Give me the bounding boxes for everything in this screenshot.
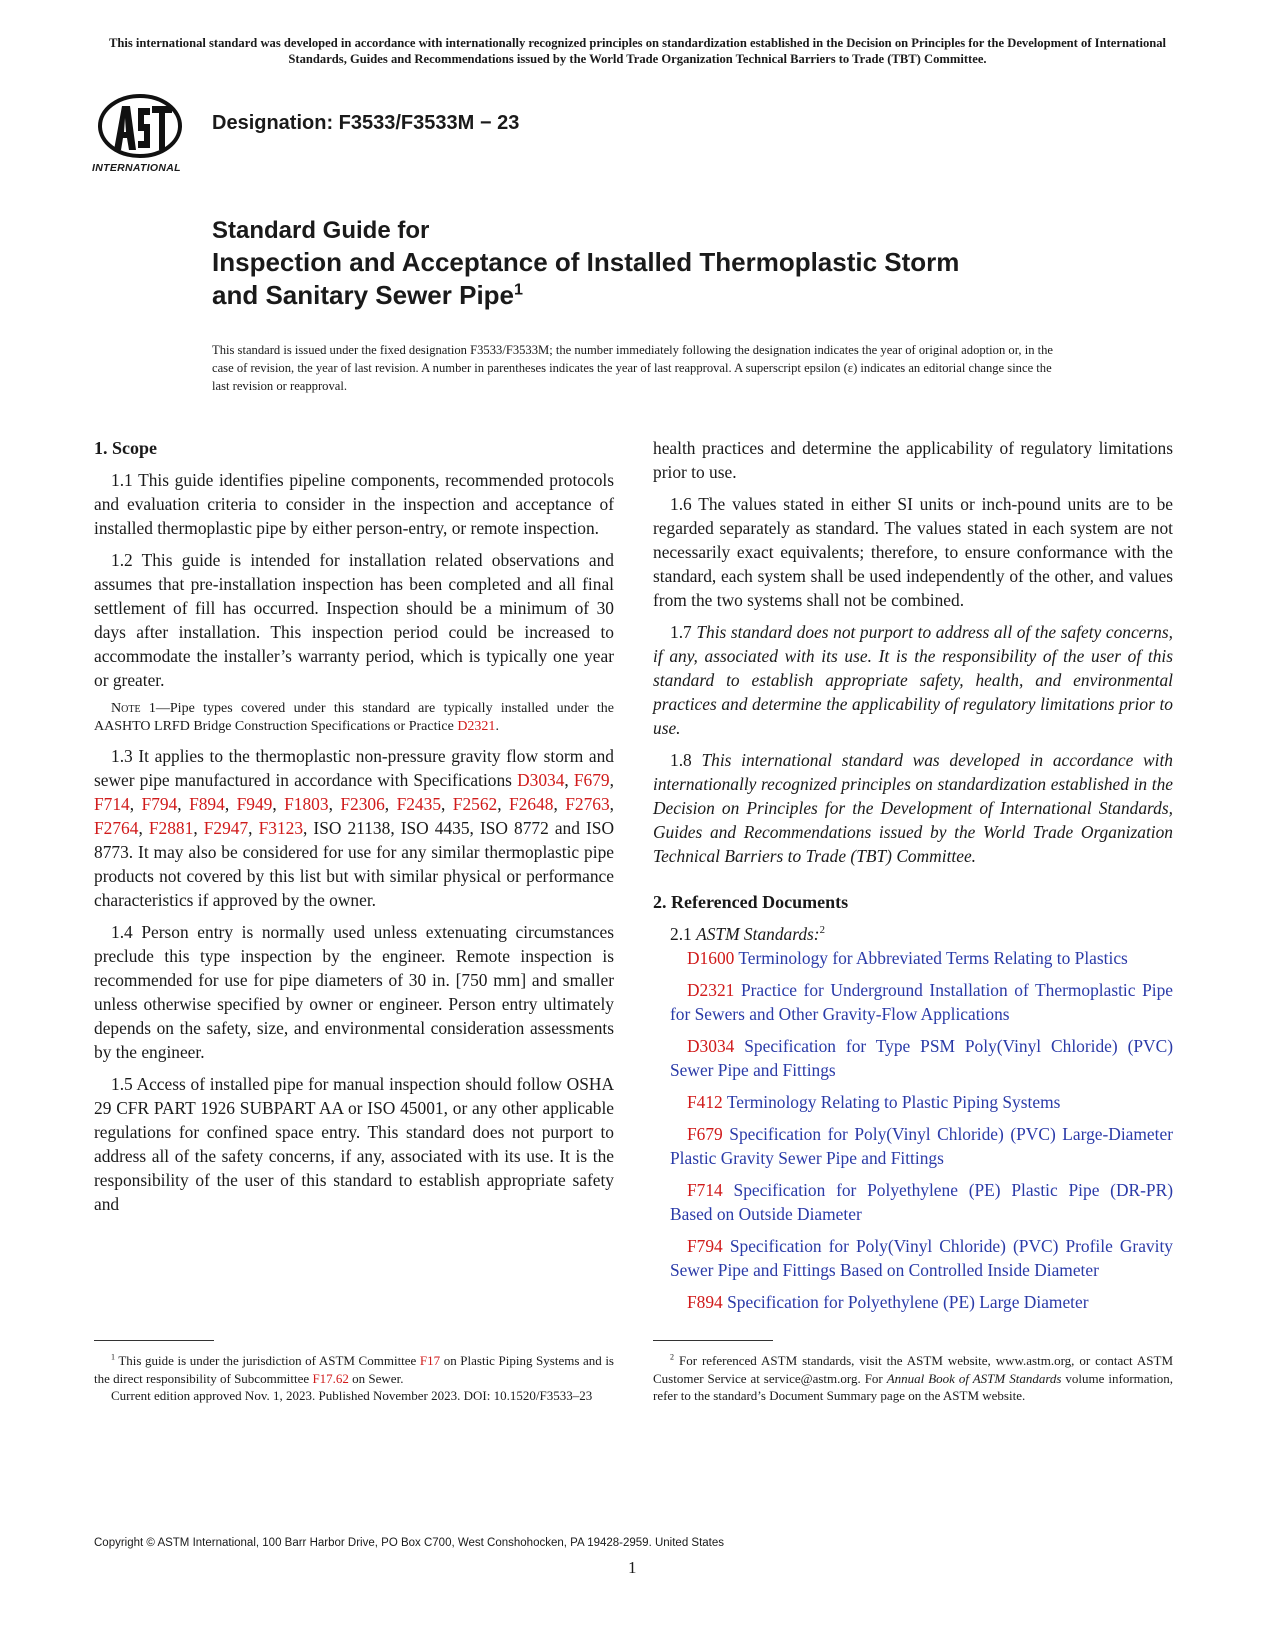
reference-title-link[interactable]: Specification for Poly(Vinyl Chloride) (PVC) Large-Diameter Plastic Gravity Sewer Pipe and Fittings [670, 1124, 1173, 1168]
spec-link-f3123[interactable]: F3123 [258, 818, 304, 838]
para-1-4: 1.4 Person entry is normally used unless extenuating circumstances preclude this type inspection by the engineer. Remote inspection is recommended for use for pipe diameters of 30 in. [750 mm] and smaller unless otherwise specified by owner or engineer. Person entry ultimately depends on the safety, size, and environmental consideration assessments by the engineer. [94, 922, 614, 1062]
spec-link-f1803[interactable]: F1803 [284, 794, 329, 814]
reference-title-link[interactable]: Specification for Poly(Vinyl Chloride) (PVC) Profile Gravity Sewer Pipe and Fittings Based on Controlled Inside Diameter [670, 1236, 1173, 1280]
para-1-3 [94, 744, 614, 912]
para-1-7-text: This standard does not purport to address all of the safety concerns, if any, associated with its use. It is the responsibility of the user of this standard to establish appropriate safety, health, and environmental practices and determine the applicability of regulatory limitations prior to use. [653, 622, 1173, 738]
para-1-5: 1.5 Access of installed pipe for manual inspection should follow OSHA 29 CFR PART 1926 SUBPART AA or ISO 45001, or any other applicable regulations for confined space entry. This standard does not purport to address all of the safety concerns, if any, associated with its use. It is the responsibility of the user of this standard to establish appropriate safety and [94, 1074, 614, 1214]
note-1-text: 1—Pipe types covered under this standard are typically installed under the AASHTO LRFD Bridge Construction Specifications or Practice [94, 701, 614, 734]
reference-code-link[interactable]: F894 [687, 1292, 723, 1312]
footnote-1 [94, 1352, 614, 1405]
page-number: 1 [628, 1558, 637, 1577]
para-1-7-num: 1.7 [670, 622, 697, 642]
fn1-a: This guide is under the jurisdiction of ASTM Committee [115, 1353, 420, 1368]
reference-item [653, 978, 1173, 1026]
left-column [94, 436, 614, 1216]
astm-logo [92, 88, 192, 180]
spec-link-f2763[interactable]: F2763 [565, 794, 610, 814]
issue-note: This standard is issued under the fixed designation F3533/F3533M; the number immediately following the designation indicates the year of original adoption or, in the case of revision, the year of last revision. A number in parentheses indicates the year of last reapproval. A superscript epsilon (ε) indicates an editorial change since the last revision or reapproval. [212, 343, 1054, 393]
reference-code-link[interactable]: F679 [687, 1124, 723, 1144]
note-1 [94, 700, 614, 736]
para-1-3-refs: D3034, F679, F714, F794, F894, F949, F1803, F2306, F2435, F2562, F2648, F2763, F2764, F2881, F2947, F3123 [94, 770, 615, 838]
reference-item [653, 946, 1173, 970]
footnote-rule-left [94, 1340, 214, 1341]
reference-item [653, 1090, 1173, 1114]
references-heading: 2. Referenced Documents [653, 892, 849, 912]
fn2-mark: 2 [670, 1352, 675, 1362]
sub-footnote-mark: 2 [819, 924, 825, 937]
right-column [653, 436, 1173, 1322]
title-footnote-mark: 1 [514, 280, 523, 299]
para-1-3-end: , ISO 21138, ISO 4435, ISO 8772 and ISO 8773. It may also be considered for use for any similar thermoplastic pipe products not covered by this list but with similar physical or performance characteristics if approved by the owner. [94, 818, 615, 910]
title-line-3-text: and Sanitary Sewer Pipe [212, 280, 515, 310]
title-line-1: Standard Guide for [212, 217, 430, 244]
fn2-ital: Annual Book of ASTM Standards [886, 1370, 1062, 1386]
reference-item [653, 1234, 1173, 1282]
spec-link-f2881[interactable]: F2881 [148, 818, 194, 838]
footnote-1-text [94, 1352, 614, 1387]
fn1-mark: 1 [111, 1352, 116, 1362]
para-1-8-num: 1.8 [670, 750, 702, 770]
para-1-8 [653, 748, 1173, 868]
sub-label: ASTM Standards: [696, 924, 820, 944]
document-title [212, 216, 1112, 312]
fn2-a: For referenced ASTM standards, visit the ASTM website, www.astm.org, or contact ASTM Customer Service at service@astm.org. For [653, 1353, 1173, 1386]
fn1-b: on Plastic Piping Systems and is the direct responsibility of Subcommittee [94, 1353, 614, 1386]
note-1-ref-link[interactable]: D2321 [457, 719, 496, 734]
title-line-2: Inspection and Acceptance of Installed Thermoplastic Storm [212, 247, 960, 277]
top-notice: This international standard was developed in accordance with internationally recognized principles on standardization established in the Decision on Principles for the Development of International Standards, Guides and Recommendations issued by the World Trade Organization Technical Barriers to Trade (TBT) Committee. [108, 36, 1167, 66]
reference-code-link[interactable]: D2321 [687, 980, 735, 1000]
reference-code-link[interactable]: D1600 [687, 948, 735, 968]
para-1-3-start: 1.3 It applies to the thermoplastic non-pressure gravity flow storm and sewer pipe manufactured in accordance with Specifications [94, 746, 614, 790]
para-1-1: 1.1 This guide identifies pipeline components, recommended protocols and evaluation criteria to consider in the inspection and acceptance of installed thermoplastic pipe by either person-entry, or remote inspection. [94, 470, 614, 538]
para-1-5-cont: health practices and determine the applicability of regulatory limitations prior to use. [653, 438, 1173, 482]
footnote-1-edition: Current edition approved Nov. 1, 2023. Published November 2023. DOI: 10.1520/F3533–23 [111, 1388, 593, 1403]
spec-link-f2764[interactable]: F2764 [94, 818, 139, 838]
reference-title-link[interactable]: Terminology for Abbreviated Terms Relating to Plastics [738, 948, 1128, 968]
copyright: Copyright © ASTM International, 100 Barr Harbor Drive, PO Box C700, West Conshohocken, PA 19428-2959. United States [94, 1537, 725, 1549]
footnote-2-text [653, 1352, 1173, 1405]
spec-link-f949[interactable]: F949 [236, 794, 273, 814]
fn1-c: on Sewer. [348, 1370, 404, 1386]
reference-item [653, 1178, 1173, 1226]
reference-code-link[interactable]: D3034 [687, 1036, 735, 1056]
spec-link-f894[interactable]: F894 [189, 794, 225, 814]
reference-item [653, 1034, 1173, 1082]
reference-title-link[interactable]: Specification for Type PSM Poly(Vinyl Chloride) (PVC) Sewer Pipe and Fittings [670, 1036, 1173, 1080]
astm-standards-label [653, 922, 1173, 946]
reference-title-link[interactable]: Specification for Polyethylene (PE) Large Diameter [727, 1292, 1089, 1312]
spec-link-f2435[interactable]: F2435 [396, 794, 442, 814]
spec-link-f714[interactable]: F714 [94, 794, 130, 814]
para-1-8-text: This international standard was developed in accordance with internationally recognized principles on standardization established in the Decision on Principles for the Development of International Standards, Guides and Recommendations issued by the World Trade Organization Technical Barriers to Trade (TBT) Committee. [653, 750, 1173, 866]
reference-title-link[interactable]: Specification for Polyethylene (PE) Plastic Pipe (DR-PR) Based on Outside Diameter [670, 1180, 1173, 1224]
reference-item [653, 1122, 1173, 1170]
fn1-subcommittee-link[interactable]: F17.62 [312, 1370, 349, 1386]
para-1-7 [653, 620, 1173, 740]
note-1-label: Note [111, 701, 141, 716]
spec-link-f679[interactable]: F679 [573, 770, 610, 790]
reference-code-link[interactable]: F412 [687, 1092, 723, 1112]
reference-title-link[interactable]: Terminology Relating to Plastic Piping Systems [726, 1092, 1061, 1112]
sub-num: 2.1 [670, 924, 697, 944]
para-1-2: 1.2 This guide is intended for installation related observations and assumes that pre-installation inspection has been completed and all final settlement of fill has occurred. Inspection should be a minimum of 30 days after installation. This inspection period could be increased to accommodate the installer’s warranty period, which is typically one year or greater. [94, 550, 614, 690]
reference-title-link[interactable]: Practice for Underground Installation of Thermoplastic Pipe for Sewers and Other Gravity-Flow Applications [670, 980, 1173, 1024]
footnote-2 [653, 1352, 1173, 1405]
spec-link-f2648[interactable]: F2648 [509, 794, 554, 814]
spec-link-f2306[interactable]: F2306 [340, 794, 385, 814]
title-line-3 [212, 279, 1112, 312]
logo-text: INTERNATIONAL [92, 162, 181, 174]
spec-link-f794[interactable]: F794 [141, 794, 178, 814]
reference-code-link[interactable]: F714 [687, 1180, 723, 1200]
spec-link-f2562[interactable]: F2562 [452, 794, 498, 814]
spec-link-f2947[interactable]: F2947 [203, 818, 249, 838]
note-1-end: . [495, 719, 499, 734]
fn1-committee-link[interactable]: F17 [419, 1353, 441, 1368]
designation: Designation: F3533/F3533M − 23 [212, 112, 520, 134]
fn2-b: volume information, refer to the standard’s Document Summary page on the ASTM website. [653, 1370, 1174, 1403]
footnote-rule-right [653, 1340, 773, 1341]
spec-link-d3034[interactable]: D3034 [517, 770, 565, 790]
reference-code-link[interactable]: F794 [687, 1236, 723, 1256]
reference-item [653, 1290, 1173, 1314]
reference-list [653, 946, 1173, 1314]
scope-heading: 1. Scope [94, 438, 157, 458]
para-1-6: 1.6 The values stated in either SI units or inch-pound units are to be regarded separately as standard. The values stated in each system are not necessarily exact equivalents; therefore, to ensure conformance with the standard, each system shall be used independently of the other, and values from the two systems shall not be combined. [653, 494, 1173, 610]
